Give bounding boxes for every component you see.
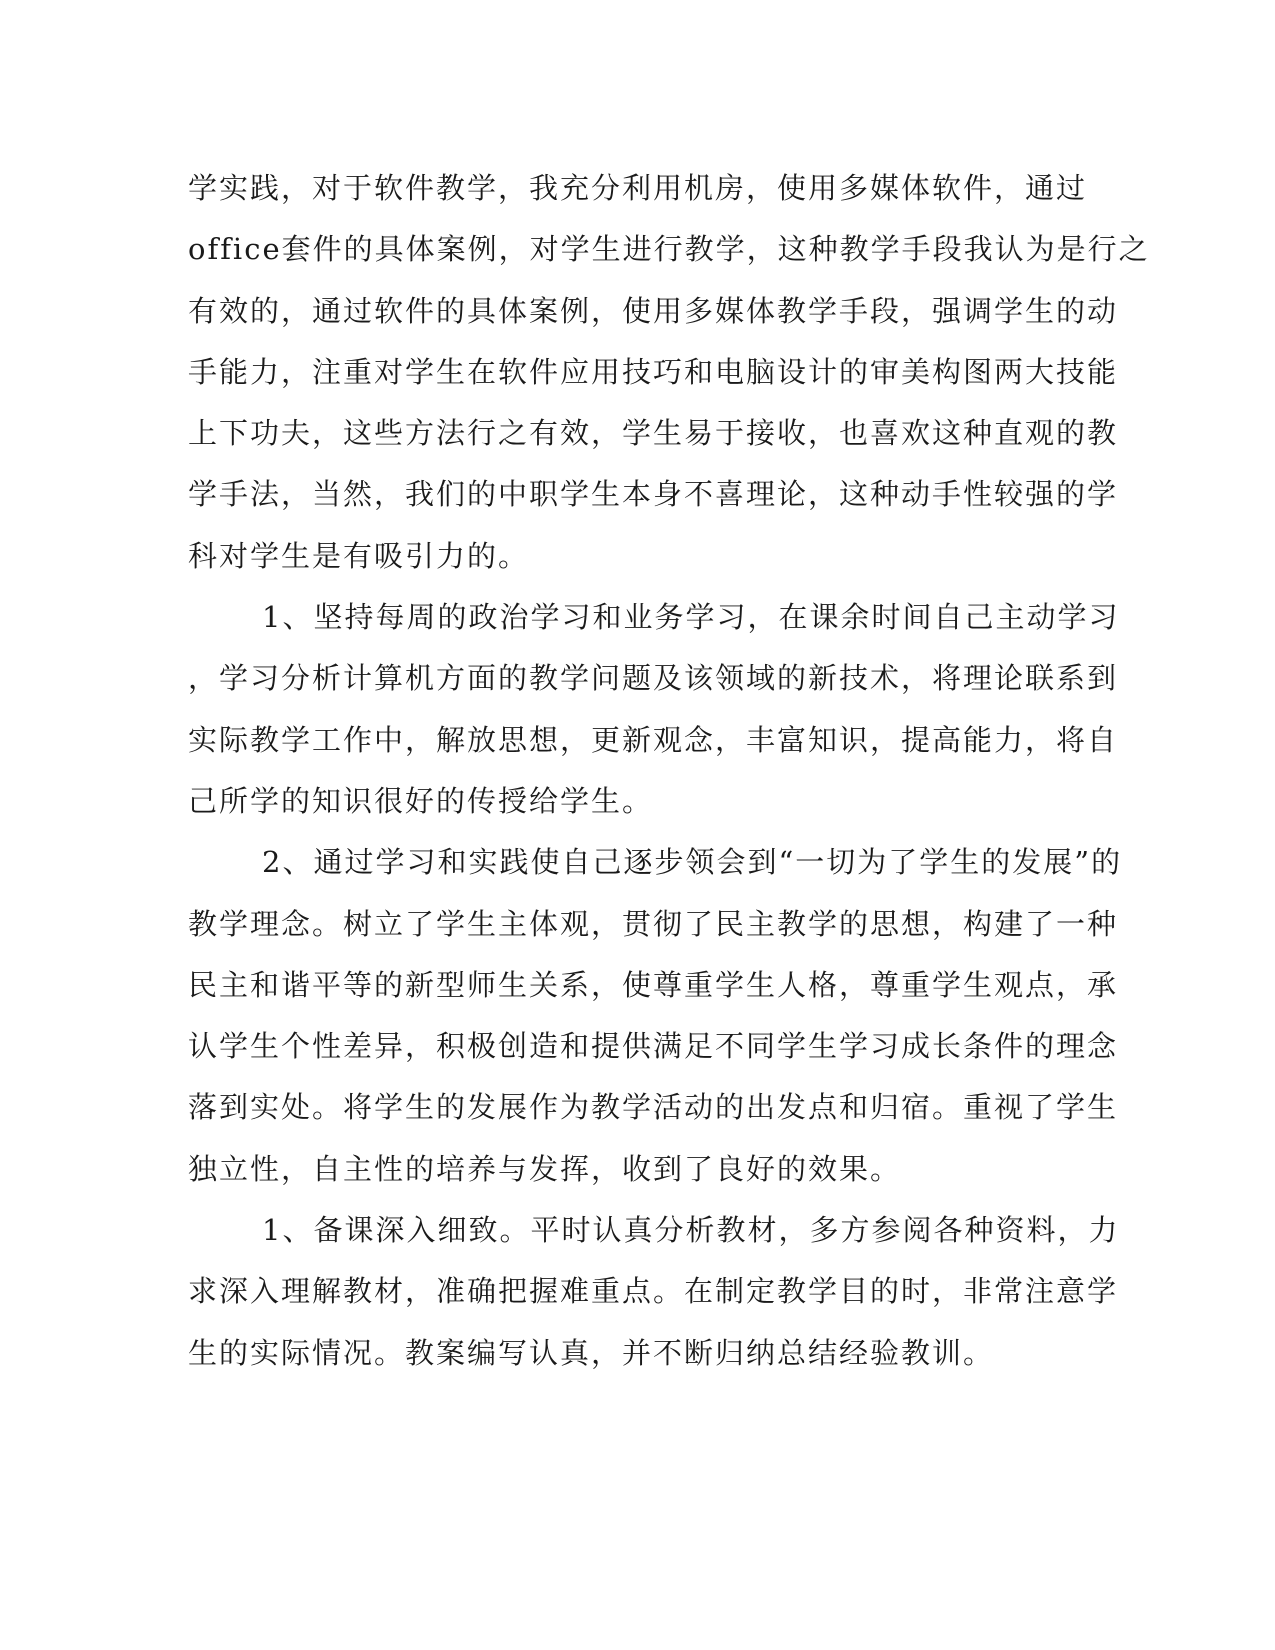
text-line: office套件的具体案例，对学生进行教学，这种教学手段我认为是行之 bbox=[188, 232, 1150, 267]
text-line: ，学习分析计算机方面的教学问题及该领域的新技术，将理论联系到 bbox=[188, 661, 1119, 696]
paragraph-4 bbox=[188, 1200, 1120, 1384]
text-line: 2、通过学习和实践使自己逐步领会到“一切为了学生的发展”的 bbox=[262, 845, 1123, 880]
text-line: 教学理念。树立了学生主体观，贯彻了民主教学的思想，构建了一种 bbox=[188, 906, 1119, 941]
text-line: 民主和谐平等的新型师生关系，使尊重学生人格，尊重学生观点，承 bbox=[188, 967, 1119, 1002]
text-line: 独立性，自主性的培养与发挥，收到了良好的效果。 bbox=[188, 1151, 902, 1186]
text-line: 1、备课深入细致。平时认真分析教材，多方参阅各种资料，力 bbox=[262, 1213, 1120, 1248]
text-line: 认学生个性差异，积极创造和提供满足不同学生学习成长条件的理念 bbox=[188, 1029, 1119, 1064]
text-line: 学手法，当然，我们的中职学生本身不喜理论，这种动手性较强的学 bbox=[188, 477, 1119, 512]
text-line: 科对学生是有吸引力的。 bbox=[188, 538, 530, 573]
paragraph-2 bbox=[188, 587, 1120, 832]
text-line: 有效的，通过软件的具体案例，使用多媒体教学手段，强调学生的动 bbox=[188, 293, 1119, 328]
text-line: 上下功夫，这些方法行之有效，学生易于接收，也喜欢这种直观的教 bbox=[188, 416, 1119, 451]
text-line: 1、坚持每周的政治学习和业务学习，在课余时间自己主动学习 bbox=[262, 600, 1120, 635]
document-body bbox=[188, 158, 1150, 1384]
text-line: 学实践，对于软件教学，我充分利用机房，使用多媒体软件，通过 bbox=[188, 171, 1088, 205]
paragraph-1 bbox=[188, 158, 1150, 587]
text-line: 己所学的知识很好的传授给学生。 bbox=[188, 783, 654, 818]
text-line: 落到实处。将学生的发展作为教学活动的出发点和归宿。重视了学生 bbox=[188, 1090, 1119, 1125]
text-line: 实际教学工作中，解放思想，更新观念，丰富知识，提高能力，将自 bbox=[188, 722, 1119, 757]
paragraph-3 bbox=[188, 832, 1123, 1200]
text-line: 生的实际情况。教案编写认真，并不断归纳总结经验教训。 bbox=[188, 1335, 995, 1370]
text-line: 手能力，注重对学生在软件应用技巧和电脑设计的审美构图两大技能 bbox=[188, 354, 1119, 389]
text-line: 求深入理解教材，准确把握难重点。在制定教学目的时，非常注意学 bbox=[188, 1274, 1119, 1309]
